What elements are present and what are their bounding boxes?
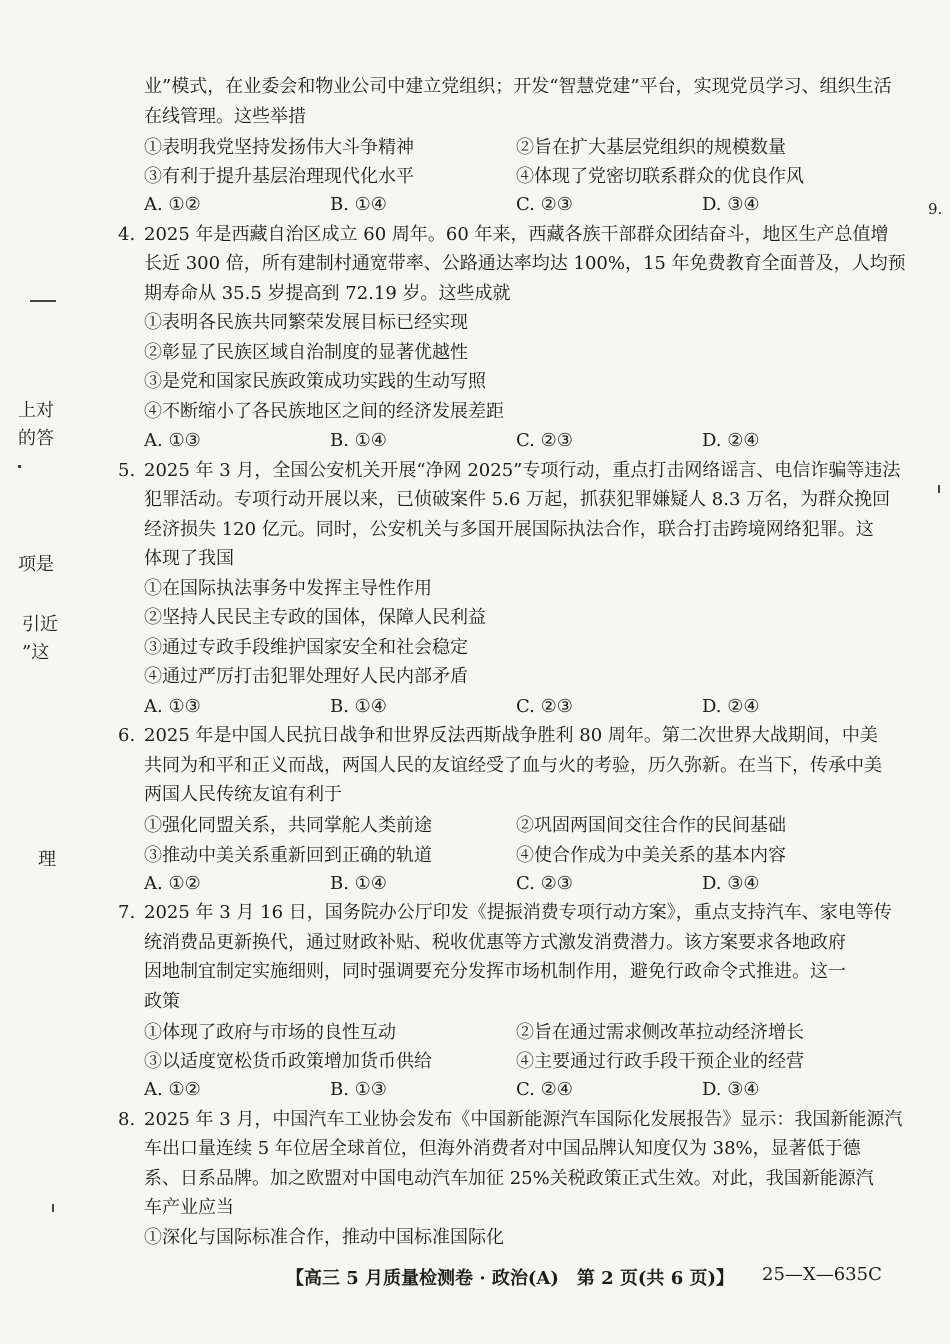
- statement: ①强化同盟关系，共同掌舵人类前途: [144, 815, 432, 837]
- statement: ③有利于提升基层治理现代化水平: [144, 166, 414, 188]
- question-column: [118, 72, 906, 1252]
- question-text: 在线管理。这些举措: [144, 105, 306, 127]
- statement: ①体现了政府与市场的良性互动: [144, 1021, 396, 1043]
- choice-a: A. ①③: [144, 695, 201, 717]
- choice-c: C. ②③: [516, 695, 573, 717]
- choice-d: D. ③④: [702, 872, 760, 894]
- question-text: 经济损失 120 亿元。同时，公安机关与多国开展国际执法合作，联合打击跨境网络犯罪。这: [144, 518, 874, 540]
- statement: ②彰显了民族区域自治制度的显著优越性: [144, 341, 468, 363]
- choice-d: D. ②④: [702, 430, 760, 452]
- statement-row: [118, 839, 888, 869]
- statement: ④体现了党密切联系群众的优良作风: [516, 166, 804, 188]
- question-number: 7.: [118, 902, 136, 923]
- statement-row: [118, 810, 888, 840]
- question-text: 车出口量连续 5 年位居全球首位，但海外消费者对中国品牌认知度仅为 38%，显著低于德: [144, 1138, 861, 1159]
- question-4: [118, 220, 906, 456]
- choice-b: B. ①③: [330, 1079, 387, 1101]
- margin-dash: [30, 300, 56, 302]
- exam-code: 25—X—635C: [762, 1264, 882, 1285]
- question-number: 6.: [118, 725, 136, 746]
- statement: ③是党和国家民族政策成功实践的生动写照: [144, 371, 486, 392]
- statement: ②旨在通过需求侧改革拉动经济增长: [516, 1021, 804, 1043]
- answer-choices: [118, 426, 888, 456]
- statement: ④使合作成为中美关系的基本内容: [516, 844, 786, 866]
- margin-dot: [938, 485, 940, 493]
- margin-dot: [18, 465, 21, 468]
- choice-c: C. ②③: [516, 872, 573, 894]
- answer-choices: [118, 692, 888, 722]
- statement: ①在国际执法事务中发挥主导性作用: [144, 577, 432, 599]
- question-text: 2025 年是西藏自治区成立 60 周年。60 年来，西藏各族干部群众团结奋斗，地区生产总值增: [144, 223, 889, 245]
- margin-dot: [52, 1204, 54, 1212]
- question-stem: [118, 1105, 903, 1135]
- question-number: 5.: [118, 459, 136, 481]
- page-footer: 【高三 5 月质量检测卷 · 政治(A) 第 2 页(共 6 页)】: [286, 1268, 735, 1289]
- statement-row: [118, 1016, 888, 1046]
- statement: ④通过严厉打击犯罪处理好人民内部矛盾: [144, 666, 468, 687]
- question-stem: [118, 220, 888, 250]
- statement-row: [118, 131, 888, 161]
- choice-b: B. ①④: [330, 695, 387, 717]
- margin-fragment-right: 9.: [928, 200, 943, 218]
- question-text: 因地制宜制定实施细则，同时强调要充分发挥市场机制作用，避免行政命令式推进。这一: [144, 961, 846, 982]
- statement: ②坚持人民民主专政的国体，保障人民利益: [144, 607, 486, 628]
- question-text: 2025 年 3 月，中国汽车工业协会发布《中国新能源汽车国际化发展报告》显示：我国新能源汽: [144, 1108, 903, 1130]
- margin-fragment: 项是: [18, 554, 54, 575]
- choice-a: A. ①②: [144, 194, 201, 216]
- statement: ④主要通过行政手段干预企业的经营: [516, 1051, 804, 1073]
- question-text: 体现了我国: [144, 548, 234, 569]
- question-text: 政策: [144, 990, 180, 1012]
- question-text: 2025 年是中国人民抗日战争和世界反法西斯战争胜利 80 周年。第二次世界大战期间，中美: [144, 725, 878, 746]
- question-text: 犯罪活动。专项行动开展以来，已侦破案件 5.6 万起，抓获犯罪嫌疑人 8.3 万名，为群众挽回: [144, 489, 891, 510]
- question-text: 业”模式，在业委会和物业公司中建立党组织；开发“智慧党建”平台，实现党员学习、组织生活: [144, 76, 892, 97]
- choice-d: D. ②④: [702, 695, 760, 717]
- question-text: 共同为和平和正义而战，两国人民的友谊经受了血与火的考验，历久弥新。在当下，传承中美: [144, 754, 882, 776]
- margin-fragment: 上对: [18, 400, 54, 421]
- statement: ③以适度宽松货币政策增加货币供给: [144, 1051, 432, 1073]
- question-text: 两国人民传统友谊有利于: [144, 784, 342, 805]
- choice-c: C. ②③: [516, 430, 573, 452]
- question-stem: [118, 898, 892, 928]
- statement-row: [118, 1046, 888, 1076]
- margin-fragment: ”这: [22, 642, 50, 663]
- question-text: 车产业应当: [144, 1197, 234, 1218]
- question-stem: [118, 456, 901, 486]
- statement: ②旨在扩大基层党组织的规模数量: [516, 136, 786, 158]
- statement: ③通过专政手段维护国家安全和社会稳定: [144, 636, 468, 658]
- answer-choices: [118, 1075, 888, 1105]
- choice-b: B. ①④: [330, 430, 387, 452]
- question-8: [118, 1105, 903, 1253]
- question-stem: [118, 721, 888, 751]
- question-5: [118, 456, 901, 722]
- statement: ③推动中美关系重新回到正确的轨道: [144, 844, 432, 866]
- margin-fragment: 理: [38, 849, 56, 870]
- choice-c: C. ②④: [516, 1079, 573, 1101]
- choice-a: A. ①③: [144, 430, 201, 452]
- statement-row: [118, 161, 888, 191]
- choice-b: B. ①④: [330, 194, 387, 216]
- statement: ①深化与国际标准合作，推动中国标准国际化: [144, 1226, 504, 1248]
- question-number: 8.: [118, 1108, 136, 1130]
- question-text: 期寿命从 35.5 岁提高到 72.19 岁。这些成就: [144, 282, 511, 304]
- choice-c: C. ②③: [516, 194, 573, 216]
- question-text: 统消费品更新换代，通过财政补贴、税收优惠等方式激发消费潜力。该方案要求各地政府: [144, 931, 846, 953]
- choice-a: A. ①②: [144, 872, 201, 894]
- question-number: 4.: [118, 223, 136, 245]
- question-text: 2025 年 3 月，全国公安机关开展“净网 2025”专项行动，重点打击网络谣言、电信诈骗等违法: [144, 459, 901, 481]
- question-text: 2025 年 3 月 16 日，国务院办公厅印发《提振消费专项行动方案》，重点支持汽车、家电等传: [144, 902, 892, 923]
- margin-fragment: 的答: [18, 428, 54, 449]
- question-7: [118, 898, 892, 1105]
- margin-fragment: 引近: [22, 614, 58, 635]
- choice-d: D. ③④: [702, 1079, 760, 1101]
- choice-a: A. ①②: [144, 1079, 201, 1101]
- question-text: 系、日系品牌。加之欧盟对中国电动汽车加征 25%关税政策正式生效。对此，我国新能源汽: [144, 1167, 874, 1189]
- question-text: 长近 300 倍，所有建制村通宽带率、公路通达率均达 100%，15 年免费教育全面普及，人均预: [144, 253, 906, 274]
- choice-d: D. ③④: [702, 194, 760, 216]
- statement: ①表明各民族共同繁荣发展目标已经实现: [144, 312, 468, 333]
- choice-b: B. ①④: [330, 872, 387, 894]
- answer-choices: [118, 190, 888, 220]
- statement: ④不断缩小了各民族地区之间的经济发展差距: [144, 400, 504, 422]
- statement: ①表明我党坚持发扬伟大斗争精神: [144, 136, 414, 158]
- question-6: [118, 721, 888, 898]
- statement: ②巩固两国间交往合作的民间基础: [516, 815, 786, 837]
- question-3: [118, 72, 892, 220]
- answer-choices: [118, 869, 888, 899]
